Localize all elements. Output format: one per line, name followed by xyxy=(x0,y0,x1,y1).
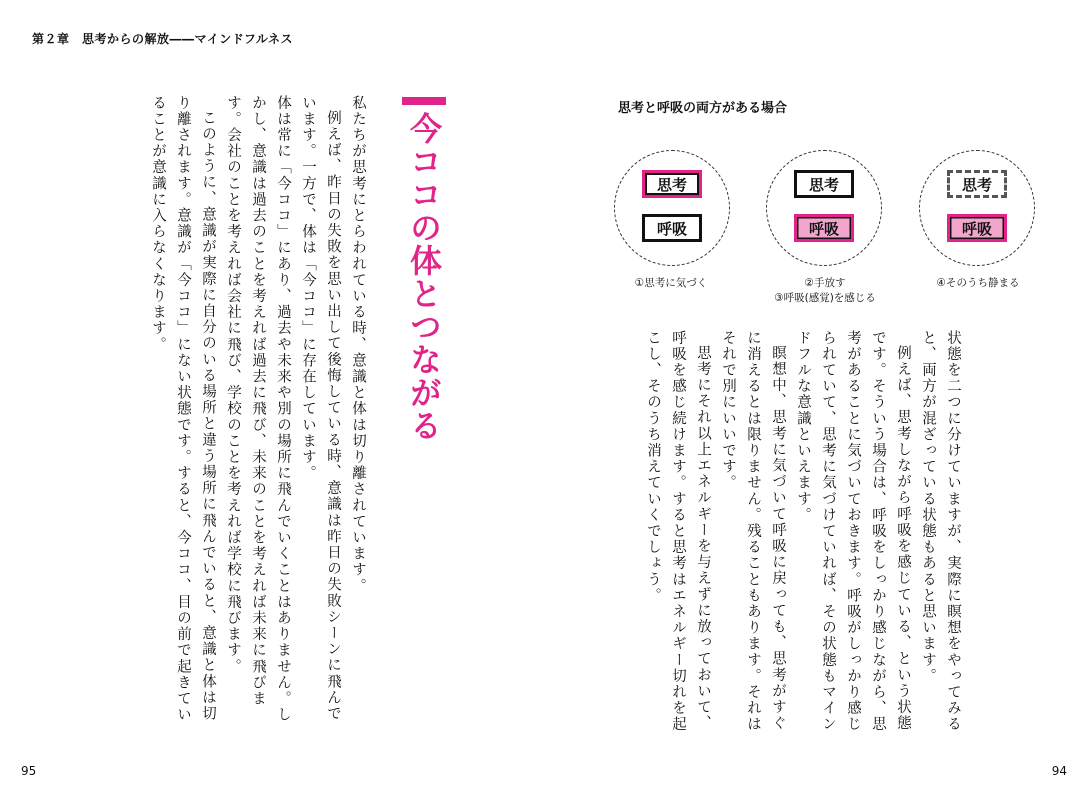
breath-box: 呼吸 xyxy=(947,214,1007,242)
diagram-caption-3: ④そのうち静まる xyxy=(936,277,1020,289)
diagram-caption-2: ②手放す ③呼吸(感覚)を感じる xyxy=(774,277,876,304)
breath-box: 呼吸 xyxy=(794,214,854,242)
diagram-title: 思考と呼吸の両方がある場合 xyxy=(618,101,788,116)
running-head: 第２章 思考からの解放――マインドフルネス xyxy=(32,32,294,46)
thought-box: 思考 xyxy=(642,170,702,198)
paragraph: 例えば、昨日の失敗を思い出して後悔している時、意識は昨日の失敗シーンに飛んでいます。一方で、体は「今ココ」に存在しています。 xyxy=(300,95,341,722)
paragraph: 思考にそれ以上エネルギーを与えずに放っておいて、呼吸を感じ続けます。すると思考はエネルギー切れを起こし、そのうち消えていくでしょう。 xyxy=(645,330,711,733)
diagram-caption-1: ①思考に気づく xyxy=(634,277,708,289)
diagram-circle-3 xyxy=(919,150,1035,266)
page-number-left: 95 xyxy=(21,764,37,778)
diagram-circle-1 xyxy=(614,150,730,266)
diagram-circle-2 xyxy=(766,150,882,266)
section-heading: 今ココの体とつながる xyxy=(405,112,443,442)
heading-accent-bar xyxy=(402,97,446,105)
right-page-body xyxy=(620,330,965,735)
thought-box: 思考 xyxy=(947,170,1007,198)
thought-box: 思考 xyxy=(794,170,854,198)
left-page-body xyxy=(40,95,370,735)
paragraph: 私たちが思考にとらわれている時、意識と体は切り離されています。 xyxy=(350,95,366,595)
breath-box: 呼吸 xyxy=(642,214,702,242)
paragraph: 瞑想中、思考に気づいて呼吸に戻っても、思考がすぐに消えるとは限りません。残ることもあります。それはそれで別にいいです。 xyxy=(720,330,786,733)
paragraph: このように、意識が実際に自分のいる場所と違う場所に飛んでいると、意識と体は切り離されます。意識が「今ココ」にない状態です。すると、今ココ、目の前で起きていることが意識に入らなくなります。 xyxy=(150,95,216,723)
page-number-right: 94 xyxy=(1051,764,1067,778)
paragraph: 状態を二つに分けていますが、実際に瞑想をやってみると、両方が混ざっている状態もあると思います。 xyxy=(920,330,961,733)
paragraph: 例えば、思考しながら呼吸を感じている、という状態です。そういう場合は、呼吸をしっかり感じながら、思考があることに気づいておきます。呼吸がしっかり感じられていて、思考に気づけていれば、その状態もマインドフルな意識といえます。 xyxy=(795,330,911,733)
paragraph: 体は常に「今ココ」にあり、過去や未来や別の場所に飛んでいくことはありません。しかし、意識は過去のことを考えれば過去に飛び、未来のことを考えれば未来に飛びます。会社のことを考えれば会社に飛び、学校のことを考えれば学校に飛びます。 xyxy=(225,95,291,723)
